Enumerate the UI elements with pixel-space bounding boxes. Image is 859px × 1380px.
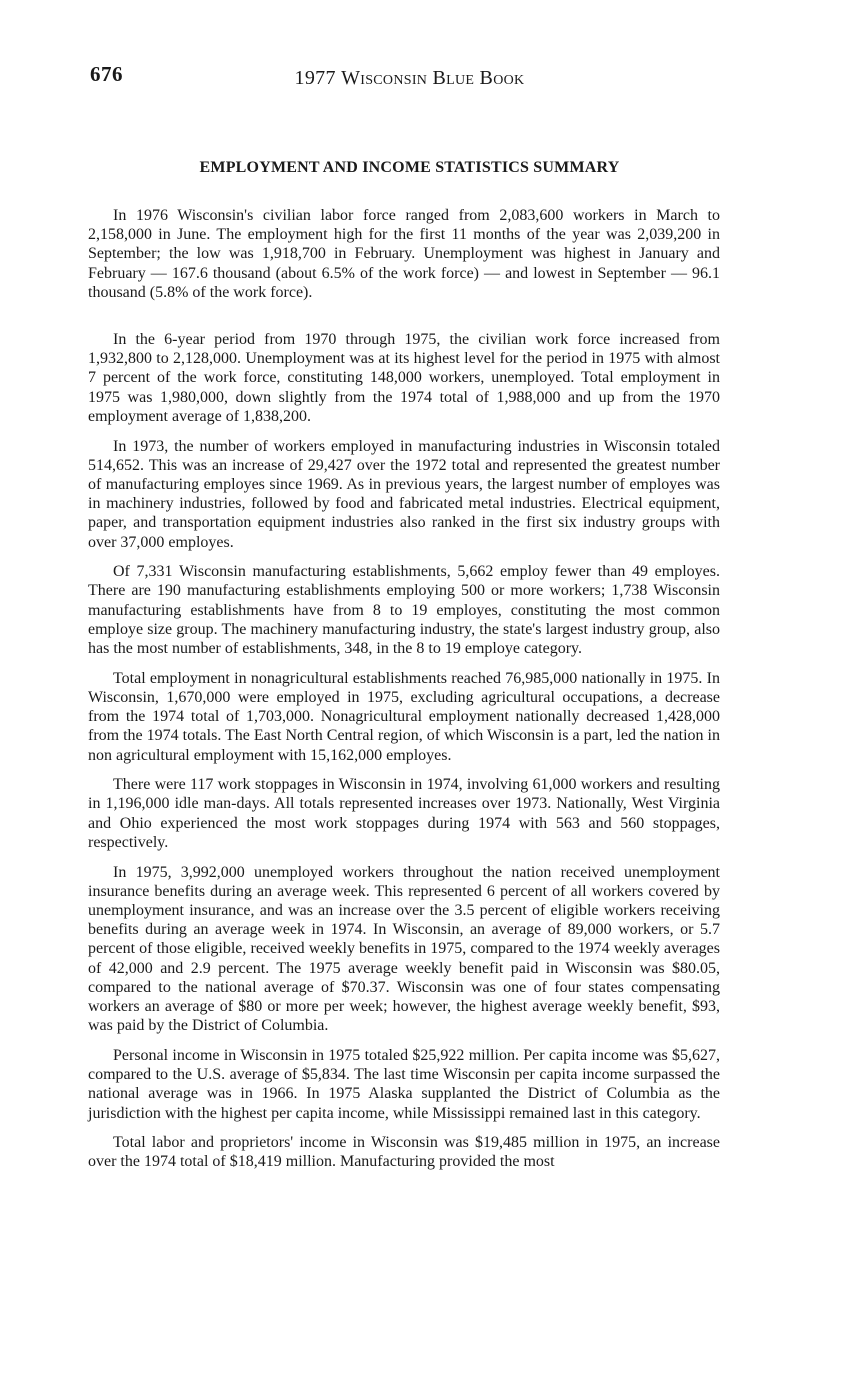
page-number: 676	[90, 62, 123, 86]
paragraph-work-stoppages: There were 117 work stoppages in Wisconsin in 1974, involving 61,000 workers and resulting in 1,196,000 idle man-days. All totals represented increases over 1973. Nationally, West Virginia and Ohio experienced the most work stoppages during 1974 with 563 and 560 stoppages, respectively.	[88, 776, 720, 851]
paragraph-work-force-1970-1975: In the 6-year period from 1970 through 1975, the civilian work force increased from 1,932,800 to 2,128,000. Unemployment was at its highest level for the period in 1975 with almost 7 percent of the work force, constituting 148,000 workers, unemployed. Total employment in 1975 was 1,980,000, down slightly from the 1974 total of 1,988,000 and up from the 1970 employment average of 1,838,200.	[88, 331, 720, 425]
paragraph-manufacturing-1973: In 1973, the number of workers employed in manufacturing industries in Wisconsin totaled 514,652. This was an increase of 29,427 over the 1972 total and represented the greatest number of manufacturing employes since 1969. As in previous years, the largest number of employes was in machinery industries, followed by food and fabricated metal industries. Electrical equipment, paper, and transportation equipment industries also ranked in the first six industry groups with over 37,000 employes.	[88, 437, 720, 551]
paragraph-labor-force-1976: In 1976 Wisconsin's civilian labor force ranged from 2,083,600 workers in March to 2,158,000 in June. The employment high for the first 11 months of the year was 2,039,200 in September; the low was 1,918,700 in February. Unemployment was highest in January and February — 167.6 thousand (about 6.5% of the work force) — and lowest in September — 96.1 thousand (5.8% of the work force).	[88, 207, 720, 301]
paragraph-nonagricultural-employment: Total employment in nonagricultural establishments reached 76,985,000 nationally in 1975. In Wisconsin, 1,670,000 were employed in 1975, excluding agricultural occupations, a decrease from the 1974 total of 1,703,000. Nonagricultural employment nationally decreased 1,428,000 from the 1974 totals. The East North Central region, of which Wisconsin is a part, led the nation in non agricultural employment with 15,162,000 employes.	[88, 669, 720, 764]
paragraph-manufacturing-establishments: Of 7,331 Wisconsin manufacturing establishments, 5,662 employ fewer than 49 employes. There are 190 manufacturing establishments employing 500 or more workers; 1,738 Wisconsin manufacturing establishments have from 8 to 19 employes, constituting the most common employe size group. The machinery manufacturing industry, the state's largest industry group, also has the most number of establishments, 348, in the 8 to 19 employe category.	[88, 563, 720, 658]
body-text	[88, 206, 720, 1182]
page-title: EMPLOYMENT AND INCOME STATISTICS SUMMARY	[199, 159, 620, 176]
running-head-year: 1977	[294, 67, 336, 89]
paragraph-personal-income: Personal income in Wisconsin in 1975 totaled $25,922 million. Per capita income was $5,627, compared to the U.S. average of $5,834. The last time Wisconsin per capita income surpassed the national average was in 1966. In 1975 Alaska supplanted the District of Columbia as the jurisdiction with the highest per capita income, while Mississippi remained last in this category.	[88, 1046, 720, 1122]
paragraph-labor-proprietors-income: Total labor and proprietors' income in Wisconsin was $19,485 million in 1975, an increase over the 1974 total of $18,419 million. Manufacturing provided the most	[88, 1134, 720, 1171]
paragraph-unemployment-insurance: In 1975, 3,992,000 unemployed workers throughout the nation received unemployment insurance benefits during an average week. This represented 6 percent of all workers covered by unemployment insurance, and was an increase over the 3.5 percent of eligible workers receiving benefits during an average week in 1974. In Wisconsin, an average of 89,000 workers, or 5.7 percent of those eligible, received weekly benefits in 1975, compared to the 1974 weekly averages of 42,000 and 2.9 percent. The 1975 average weekly benefit paid in Wisconsin was $80.05, compared to the national average of $70.37. Wisconsin was one of four states compensating workers an average of $80 or more per week; however, the highest average weekly benefit, $93, was paid by the District of Columbia.	[88, 863, 720, 1035]
running-head-title: Wisconsin Blue Book	[341, 67, 525, 89]
running-head	[0, 67, 819, 90]
